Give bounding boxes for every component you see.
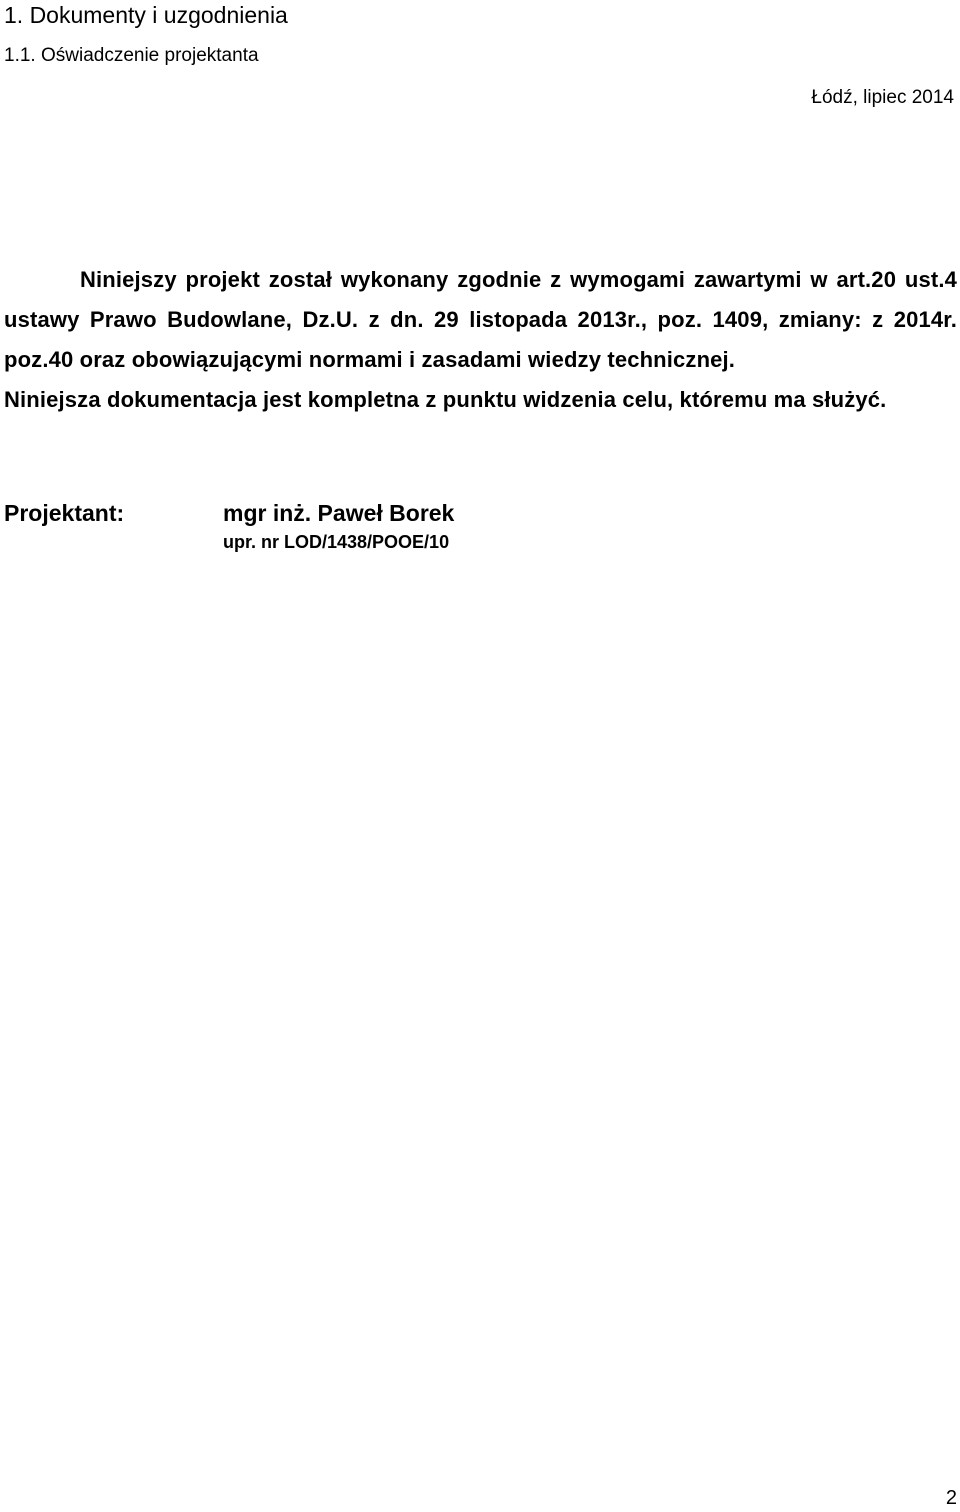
statement-body bbox=[4, 260, 957, 420]
signature-label: Projektant: bbox=[4, 500, 125, 526]
designer-license: upr. nr LOD/1438/POOE/10 bbox=[223, 532, 450, 552]
designer-name: mgr inż. Paweł Borek bbox=[223, 500, 455, 526]
section-heading: 1. Dokumenty i uzgodnienia bbox=[4, 2, 288, 28]
page-number: 2 bbox=[945, 1487, 957, 1509]
subsection-heading: 1.1. Oświadczenie projektanta bbox=[4, 45, 259, 66]
place-date: Łódź, lipiec 2014 bbox=[811, 87, 954, 108]
statement-paragraph-2: Niniejsza dokumentacja jest kompletna z punktu widzenia celu, któremu ma służyć. bbox=[4, 387, 887, 412]
statement-paragraph-1: Niniejszy projekt został wykonany zgodnie z wymogami zawartymi w art.20 ust.4 ustawy Prawo Budowlane, Dz.U. z dn. 29 listopada 2013r., poz. 1409, zmiany: z 2014r. poz.40 oraz obowiązującymi normami i zasadami wiedzy technicznej. bbox=[4, 267, 957, 372]
